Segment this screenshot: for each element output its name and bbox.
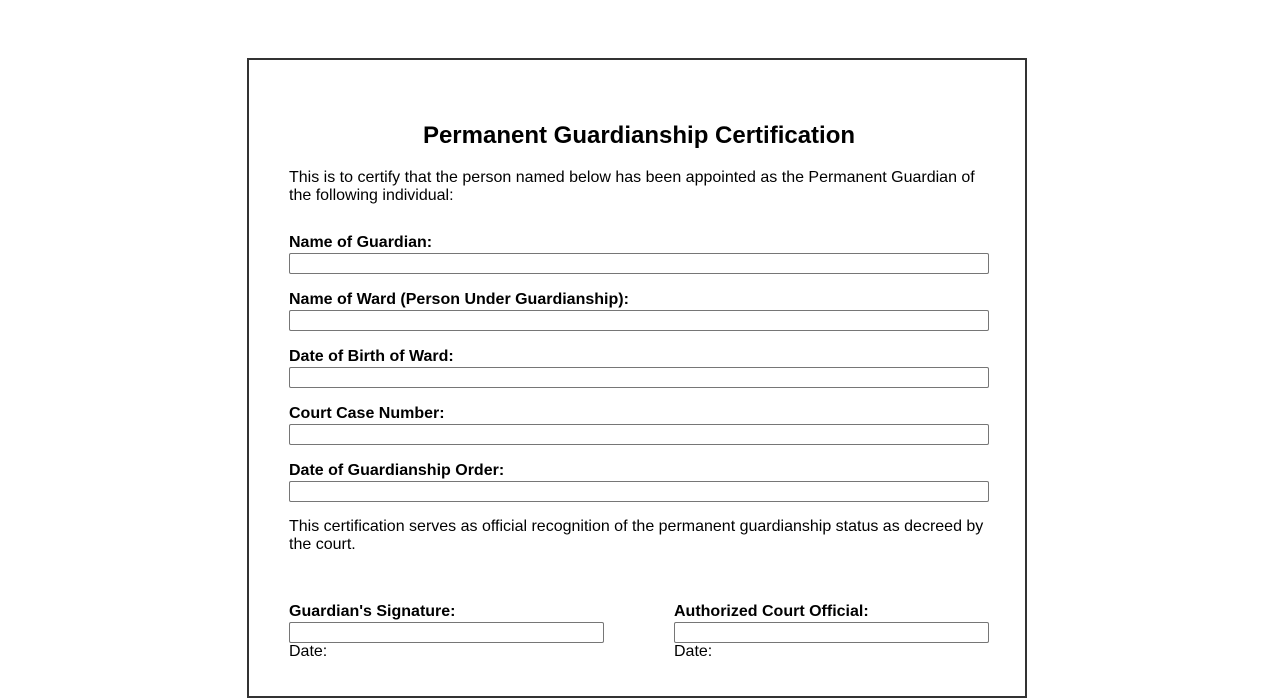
case-number-input[interactable] (289, 424, 989, 445)
case-number-label: Court Case Number: (289, 405, 445, 422)
order-date-field (289, 462, 989, 502)
order-date-input[interactable] (289, 481, 989, 502)
guardian-signature-block (289, 603, 604, 661)
official-signature-block (674, 603, 989, 661)
guardian-date-label: Date: (289, 643, 328, 660)
ward-name-field (289, 291, 989, 331)
ward-name-label: Name of Ward (Person Under Guardianship): (289, 291, 629, 308)
ward-dob-label: Date of Birth of Ward: (289, 348, 454, 365)
guardian-name-input[interactable] (289, 253, 989, 274)
ward-dob-input[interactable] (289, 367, 989, 388)
order-date-label: Date of Guardianship Order: (289, 462, 505, 479)
closing-paragraph: This certification serves as official recognition of the permanent guardianship status as decreed by the court. (289, 518, 984, 553)
case-number-field (289, 405, 989, 445)
guardian-name-label: Name of Guardian: (289, 234, 433, 251)
guardian-name-field (289, 234, 989, 274)
ward-dob-field (289, 348, 989, 388)
ward-name-input[interactable] (289, 310, 989, 331)
official-signature-label: Authorized Court Official: (674, 603, 869, 620)
page-title: Permanent Guardianship Certification (422, 122, 856, 149)
official-signature-input[interactable] (674, 622, 989, 643)
guardian-signature-label: Guardian's Signature: (289, 603, 456, 620)
guardian-signature-input[interactable] (289, 622, 604, 643)
intro-paragraph: This is to certify that the person named below has been appointed as the Permanent Guardian of the following individual: (289, 169, 975, 204)
certificate-page (247, 58, 1027, 698)
official-date-label: Date: (674, 643, 713, 660)
